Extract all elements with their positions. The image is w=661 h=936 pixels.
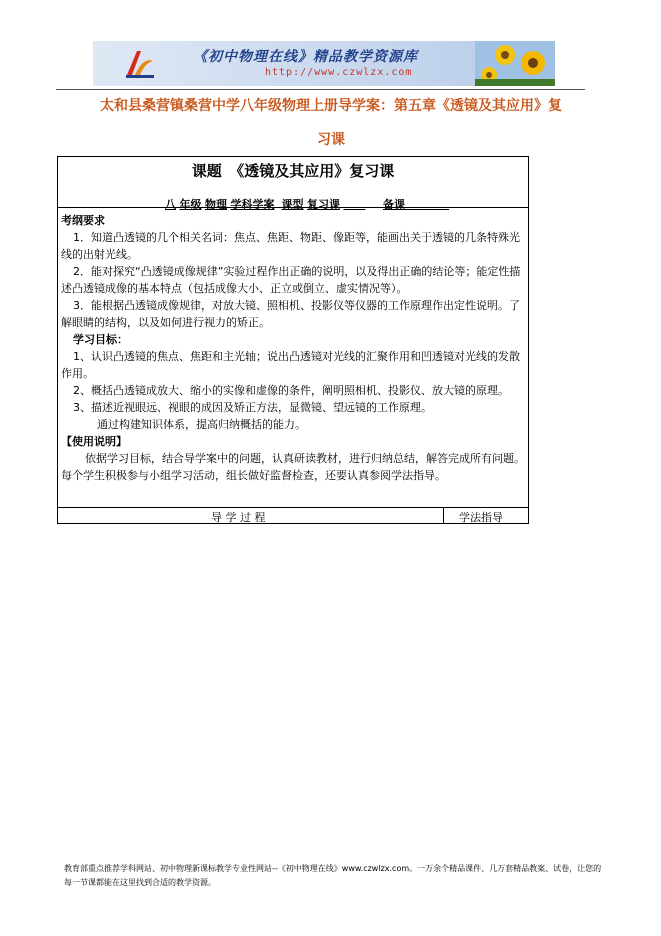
guide-label: 学法指导	[459, 511, 503, 524]
header-banner	[93, 41, 555, 86]
requirement-item: 1．知道凸透镜的几个相关名词：焦点、焦距、物距、像距等，能画出关于透镜的几条特殊光线的出射光线。	[61, 231, 520, 261]
lesson-content	[61, 212, 527, 484]
banner-title: 《初中物理在线》精品教学资源库	[193, 49, 418, 65]
objective-item: 2、概括凸透镜成放大、缩小的实像和虚像的条件，阐明照相机、投影仪、放大镜的原理。	[73, 384, 509, 397]
objective-item: 1、认识凸透镜的焦点、焦距和主光轴；说出凸透镜对光线的汇聚作用和凹透镜对光线的发散作用。	[61, 350, 520, 380]
subject-value: 物理	[205, 198, 227, 211]
instructions-text: 依据学习目标，结合导学案中的问题，认真研读教材，进行归纳总结，解答完成所有问题。	[85, 452, 525, 465]
grade-value: 八	[165, 198, 176, 211]
prep-label: 备课	[382, 198, 405, 211]
grade-suffix: 年级	[179, 198, 202, 211]
instructions-text: 每个学生积极参与小组学习活动，组长做好监督检查，还要认真参阅学法指导。	[61, 469, 446, 482]
lesson-title: 课题 《透镜及其应用》复习课	[191, 162, 395, 180]
requirement-item: 3．能根据凸透镜成像规律，对放大镜、照相机、投影仪等仪器的工作原理作出定性说明。了解眼睛的结构，以及如何进行视力的矫正。	[61, 299, 520, 329]
subject-suffix: 学科学案	[230, 198, 275, 211]
process-label: 导 学 过 程	[211, 511, 266, 524]
instructions-heading: 【使用说明】	[61, 435, 127, 448]
requirements-heading: 考纲要求	[61, 214, 105, 227]
table-footer-divider	[443, 507, 444, 524]
objective-item: 3、描述近视眼远、视眼的成因及矫正方法，显微镜、望远镜的工作原理。	[73, 401, 432, 414]
document-title-line1: 太和县桑营镇桑营中学八年级物理上册导学案：第五章《透镜及其应用》复	[100, 98, 562, 114]
objective-item: 通过构建知识体系，提高归纳概括的能力。	[97, 418, 306, 431]
objectives-heading: 学习目标：	[73, 333, 128, 346]
document-title-line2: 习课	[317, 132, 345, 148]
requirement-item: 2．能对探究“凸透镜成像规律”实验过程作出正确的说明，以及得出正确的结论等；能定性描述凸透镜成像的基本特点（包括成像大小、正立或倒立、虚实情况等）。	[61, 265, 521, 295]
type-label: 课型	[281, 198, 304, 211]
banner-url[interactable]: http://www.czwlzx.com	[265, 67, 413, 78]
page-footer: 教育部重点推荐学科网站、初中物理新课标教学专业性网站--《初中物理在线》www.czwlzx.com。一万余个精品课件、几万套精品教案、试卷，让您的每一节课都能在这里找到合适的教学资源。	[64, 864, 602, 887]
type-value: 复习课	[307, 198, 340, 211]
sunflower-icon	[475, 41, 555, 86]
site-logo-icon	[123, 47, 157, 81]
lesson-meta	[165, 196, 449, 212]
